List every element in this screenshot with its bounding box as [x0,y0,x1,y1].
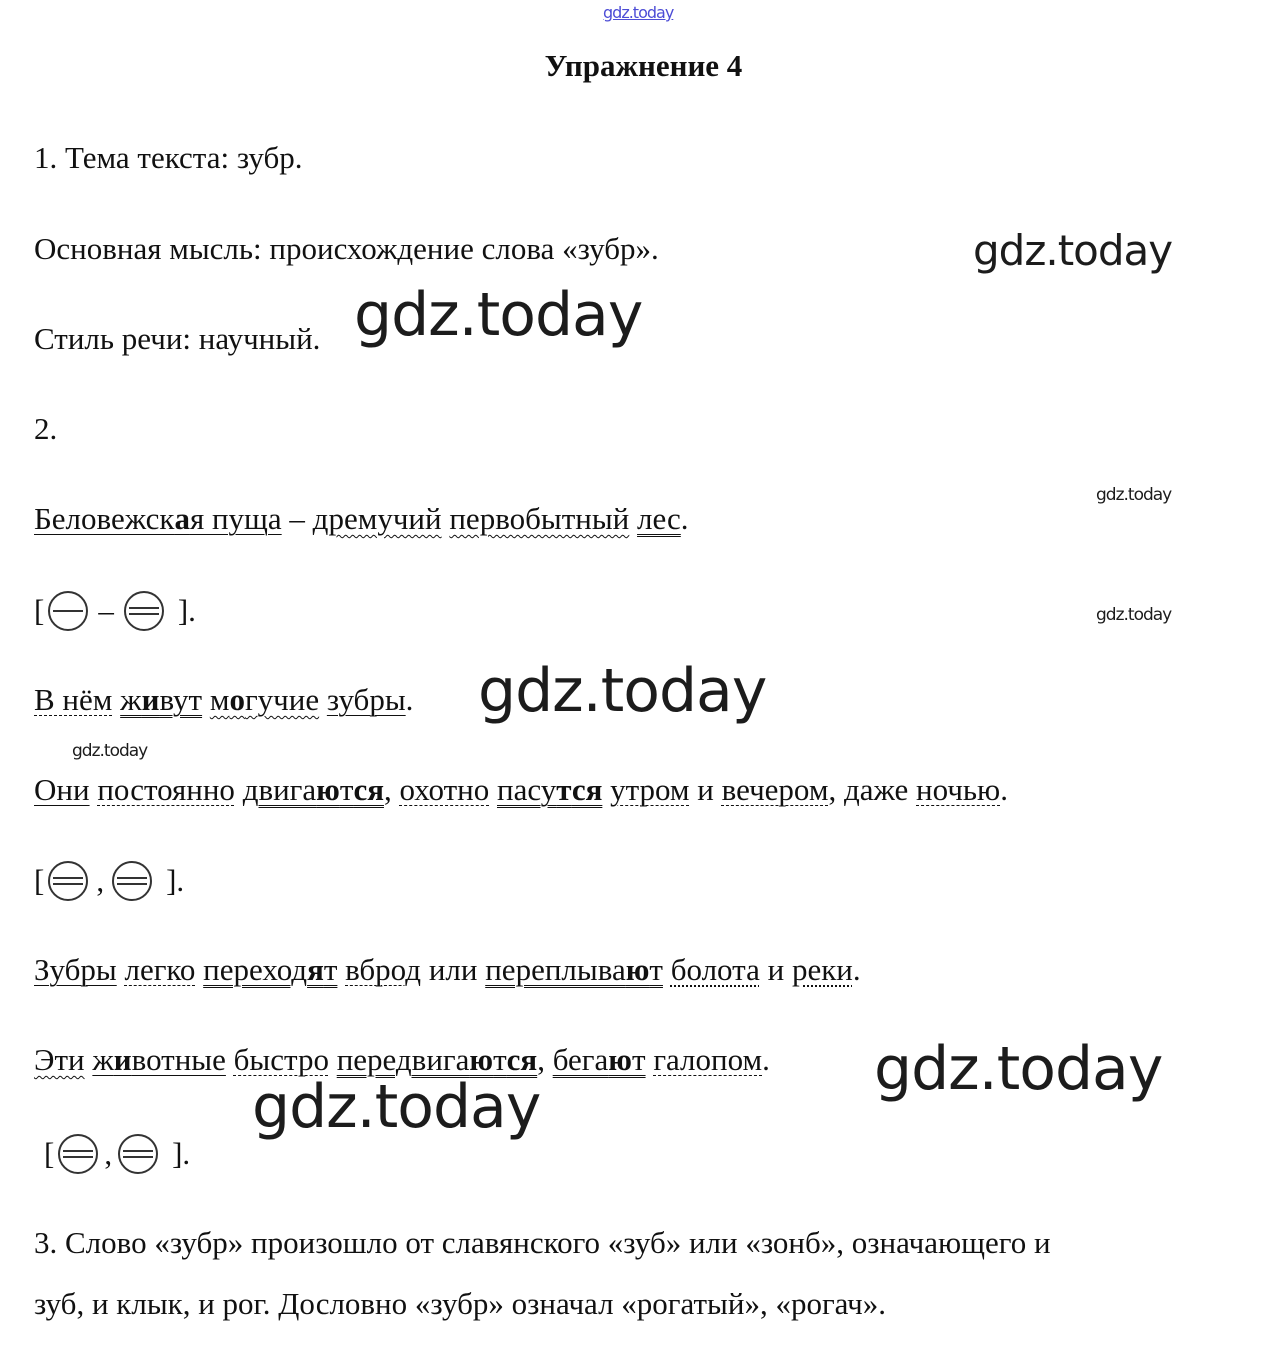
predicate: переходят [203,952,338,987]
object: болота [670,952,760,987]
scheme-1: [ – ]. [34,587,196,635]
watermark: gdz.today [1096,485,1172,505]
predicate: лес [637,501,681,536]
main-idea-line: Основная мысль: происхождение слова «зубр». [34,231,659,266]
sentence-3: Они постоянно двигаются, охотно пасутся утром и вечером, даже ночью. [34,772,1008,807]
sentence-4: Зубры легко переходят вброд или переплывают болота и реки. [34,952,861,987]
adverbial: легко [124,952,196,987]
attribute: первобытный [449,501,630,536]
adverbial: ночью [916,772,1001,807]
watermark: gdz.today [252,1072,541,1142]
adverbial: охотно [399,772,490,807]
adverbial: В нём [34,682,113,717]
attribute: дремучий [312,501,442,536]
adverbial: быстро [233,1042,329,1077]
scheme-2: [ , ]. [34,857,184,905]
subject: Беловежская пуща [34,501,282,536]
style-line: Стиль речи: научный. [34,321,321,356]
predicate: передвигаются [336,1042,538,1077]
page-title: Упражнение 4 [544,48,743,83]
object: реки [791,952,853,987]
adverbial: утром [610,772,690,807]
sentence-2: В нём живут могучие зубры. [34,682,414,717]
watermark-top[interactable]: gdz.today [603,3,674,22]
watermark: gdz.today [72,741,148,761]
part3-line-2: зуб, и клык, и рог. Дословно «зубр» означал «рогатый», «рогач». [34,1286,887,1321]
predicate: бегают [552,1042,646,1077]
adverbial: галопом [653,1042,763,1077]
attribute: Эти [34,1042,85,1077]
subject: зубры [326,682,406,717]
sentence-5: Эти животные быстро передвигаются, бегают галопом. [34,1042,770,1077]
watermark: gdz.today [1096,605,1172,625]
adverbial: постоянно [97,772,235,807]
predicate: живут [120,682,203,717]
sentence-1: Беловежская пуща – дремучий первобытный лес. [34,501,689,536]
watermark: gdz.today [874,1034,1163,1104]
subject: Зубры [34,952,117,987]
predicate-circle-icon [124,591,164,631]
predicate-circle-icon [112,861,152,901]
predicate: двигаются [242,772,384,807]
predicate-circle-icon [118,1134,158,1174]
watermark: gdz.today [478,656,767,726]
adverbial: вечером [721,772,829,807]
scheme-3: [ , ]. [44,1130,190,1178]
adverbial: вброд [345,952,422,987]
subject-circle-icon [48,591,88,631]
predicate-circle-icon [48,861,88,901]
part3-line-1: 3. Слово «зубр» произошло от славянского «зуб» или «зонб», означающего и [34,1225,1051,1260]
theme-line: 1. Тема текста: зубр. [34,140,303,175]
predicate: переплывают [485,952,663,987]
watermark: gdz.today [354,280,643,350]
subject: животные [92,1042,226,1077]
subject: Они [34,772,90,807]
predicate: пасутся [497,772,603,807]
attribute: могучие [209,682,320,717]
part2-number: 2. [34,411,58,446]
watermark: gdz.today [973,226,1173,275]
predicate-circle-icon [58,1134,98,1174]
